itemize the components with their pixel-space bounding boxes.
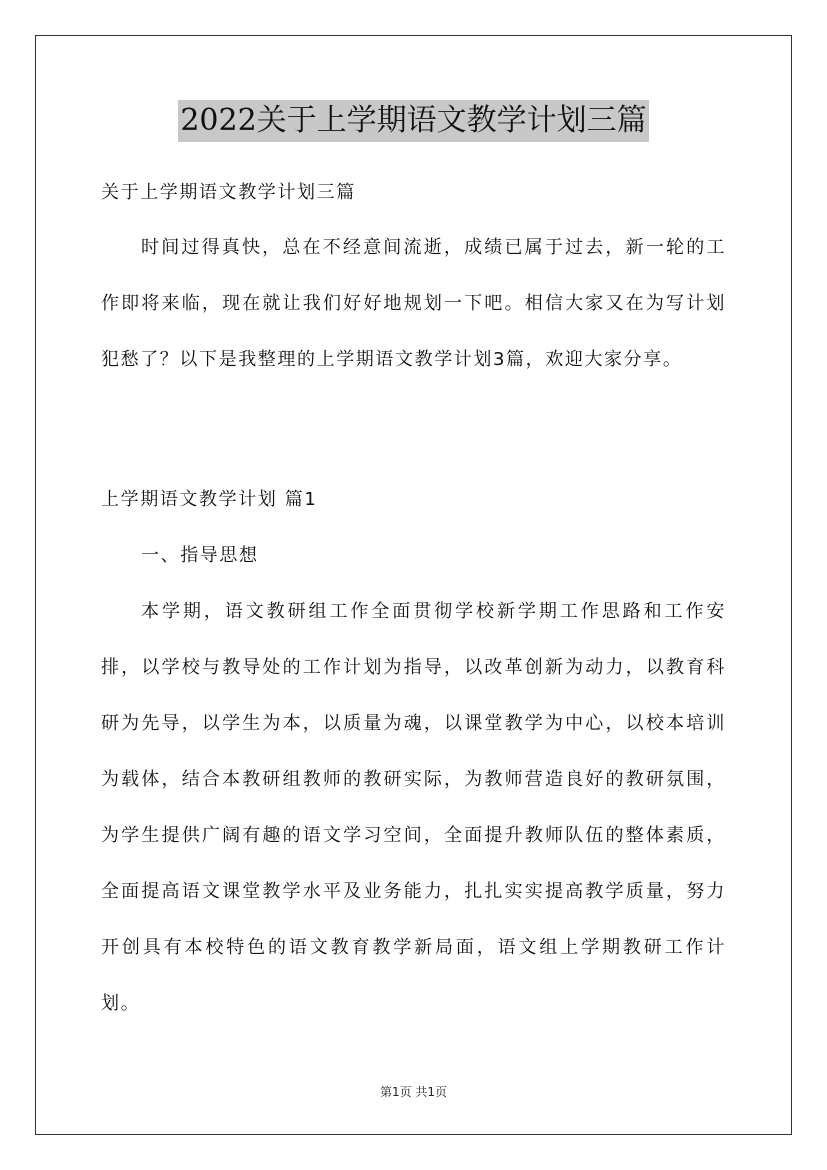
document-title: 2022关于上学期语文教学计划三篇	[178, 100, 648, 142]
sub-heading: 一、指导思想	[141, 545, 259, 566]
section-spacer	[101, 388, 726, 472]
document-body	[101, 170, 726, 1032]
body-paragraph: 本学期，语文教研组工作全面贯彻学校新学期工作思路和工作安排，以学校与教导处的工作计划为指导，以改革创新为动力，以教育科研为先导，以学生为本，以质量为魂，以课堂教学为中心，以校本培训为载体，结合本教研组教师的教研实际，为教师营造良好的教研氛围，为学生提供广阔有趣的语文学习空间，全面提升教师队伍的整体素质，全面提高语文课堂教学水平及业务能力，扎扎实实提高教学质量，努力开创具有本校特色的语文教育教学新局面，语文组上学期教研工作计划。	[101, 601, 726, 1014]
title-container	[0, 100, 827, 142]
intro-paragraph: 时间过得真快，总在不经意间流逝，成绩已属于过去，新一轮的工作即将来临，现在就让我们好好地规划一下吧。相信大家又在为写计划犯愁了？以下是我整理的上学期语文教学计划3篇，欢迎大家分享。	[101, 237, 726, 370]
document-subtitle: 关于上学期语文教学计划三篇	[101, 182, 356, 203]
section-heading: 上学期语文教学计划 篇1	[101, 489, 318, 510]
page-footer: 第1页 共1页	[379, 1085, 448, 1099]
